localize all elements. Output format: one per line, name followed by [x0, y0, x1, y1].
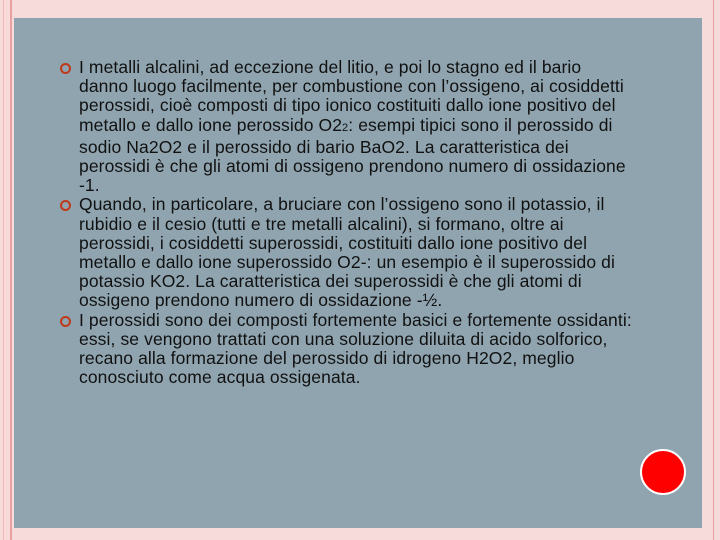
red-dot-icon	[640, 449, 686, 495]
frame-line-outer	[3, 0, 4, 540]
bullet-item-1	[60, 58, 632, 195]
subscript: 2	[342, 121, 349, 134]
bullet-text: Quando, in particolare, a bruciare con l’ossigeno sono il potassio, il rubidio e il cesio (tutti e tre metalli alcalini), si formano, oltre ai perossidi, i cosiddetti superossidi, costituiti dallo ione positivo del metallo e dallo ione superossido O2-: un esempio è il superossido di potassio KO2. La caratteristica dei superossidi è che gli atomi di ossigeno prendono numero di ossidazione -½.	[79, 194, 615, 311]
frame-line-inner	[10, 0, 12, 540]
bullet-text-continued: : esempi tipici sono il perossido di sodio Na2O2 e il perossido di bario BaO2. La caratteristica dei perossidi è che gli atomi di ossigeno prendono numero di ossidazione -1.	[79, 114, 626, 196]
bullet-text: I perossidi sono dei composti fortemente basici e fortemente ossidanti: essi, se vengono trattati con una soluzione diluita di acido solforico, recano alla formazione del perossido di idrogeno H2O2, meglio conosciuto come acqua ossigenata.	[79, 309, 632, 388]
hollow-circle-bullet-icon	[60, 316, 71, 327]
hollow-circle-bullet-icon	[60, 63, 71, 74]
bullet-item-3	[60, 311, 632, 388]
bullet-item-2	[60, 195, 632, 310]
bullet-list	[60, 58, 632, 387]
frame-line-right	[713, 0, 714, 540]
hollow-circle-bullet-icon	[60, 200, 71, 211]
bullet-text: I metalli alcalini, ad eccezione del litio, e poi lo stagno ed il bario danno luogo facilmente, per combustione con l’ossigeno, ai cosiddetti perossidi, cioè composti di tipo ionico costituiti dallo ione positivo del metallo e dallo ione perossido O2	[79, 57, 624, 135]
